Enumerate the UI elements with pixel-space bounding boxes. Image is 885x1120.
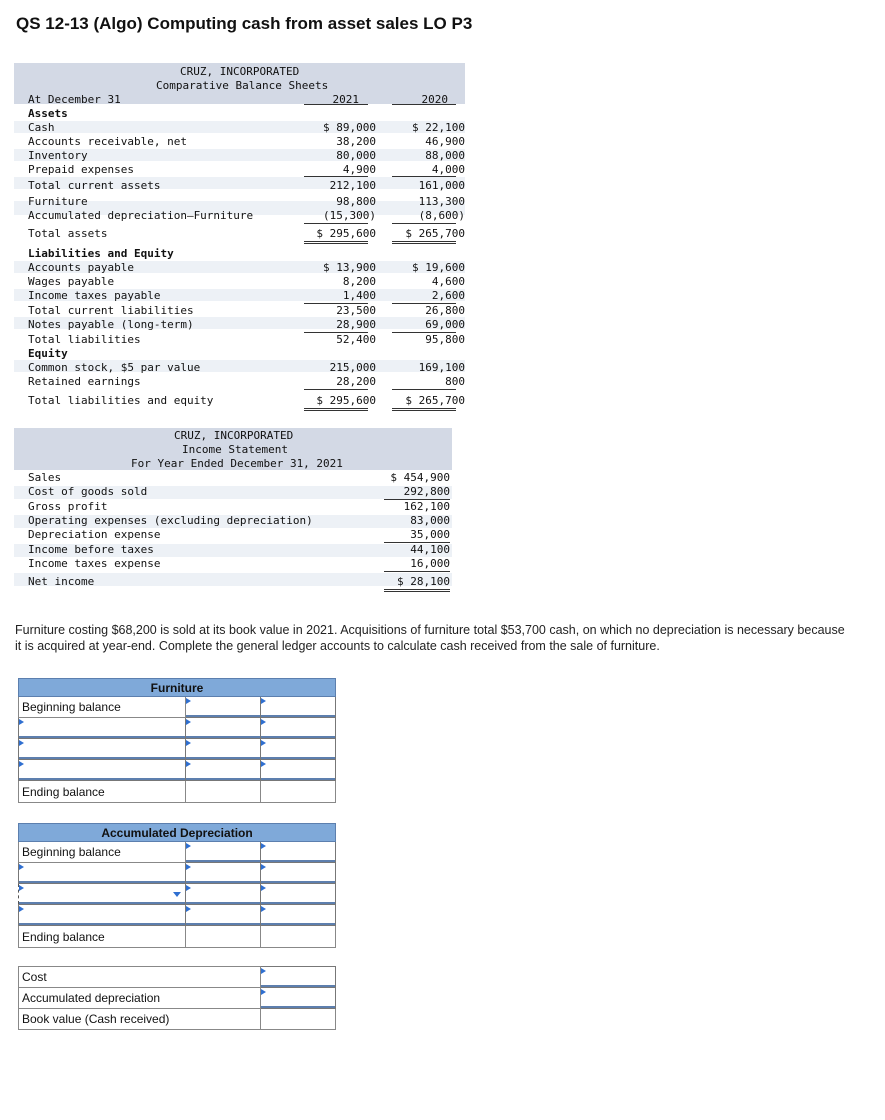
table-row: Total assets $ 295,600 $ 265,700 — [28, 227, 465, 240]
table-row: Accounts receivable, net 38,200 46,900 — [28, 135, 465, 148]
bs-company: CRUZ, INCORPORATED — [180, 65, 300, 78]
furniture-ending-label: Ending balance — [19, 781, 186, 803]
accdep-row2-credit-input[interactable] — [261, 863, 336, 884]
accdep-ending-label: Ending balance — [19, 926, 186, 948]
cost-input[interactable] — [261, 967, 336, 988]
furniture-row3-debit-input[interactable] — [185, 739, 261, 760]
accdep-row2-label-input[interactable] — [19, 863, 186, 884]
accdep-row3-label-dropdown[interactable] — [19, 884, 186, 905]
furniture-account-table — [18, 678, 336, 803]
table-row: Total current liabilities 23,500 26,800 — [28, 304, 465, 317]
bs-year-2020: 2020 — [421, 93, 448, 106]
furniture-row4-credit-input[interactable] — [261, 760, 336, 781]
accdep-beginning-label: Beginning balance — [19, 842, 186, 863]
table-row: Retained earnings 28,200 800 — [28, 375, 465, 388]
furniture-beginning-label: Beginning balance — [19, 697, 186, 718]
table-row: Total liabilities 52,400 95,800 — [28, 333, 465, 346]
accdep-beginning-debit-input[interactable] — [185, 842, 261, 863]
equity-heading: Equity — [28, 347, 68, 360]
table-row: Gross profit 162,100 — [28, 500, 450, 513]
accdep-row4-label-input[interactable] — [19, 905, 186, 926]
problem-text: Furniture costing $68,200 is sold at its book value in 2021. Acquisitions of furniture total $53,700 cash, on which no depreciation is necessary because it is acquired at year-end. Complete the general ledger accounts to calculate cash received from the sale of furniture. — [15, 622, 845, 653]
furniture-row4-debit-input[interactable] — [185, 760, 261, 781]
cost-label: Cost — [19, 967, 261, 988]
table-row: Net income $ 28,100 — [28, 575, 450, 588]
bs-date-label: At December 31 — [28, 93, 121, 106]
furniture-heading: Furniture — [19, 679, 336, 697]
furniture-beginning-debit-input[interactable] — [185, 697, 261, 718]
is-statement: Income Statement — [182, 443, 288, 456]
table-row: Accumulated depreciation—Furniture (15,300) (8,600) — [28, 209, 465, 222]
table-row: Cash $ 89,000 $ 22,100 — [28, 121, 465, 134]
table-row: Total liabilities and equity $ 295,600 $ 265,700 — [28, 394, 465, 407]
book-value-table — [18, 966, 336, 1030]
table-row: Income taxes payable 1,400 2,600 — [28, 289, 465, 302]
book-value-output — [261, 1009, 336, 1030]
bs-statement: Comparative Balance Sheets — [156, 79, 329, 92]
is-company: CRUZ, INCORPORATED — [174, 429, 294, 442]
furniture-beginning-credit-input[interactable] — [261, 697, 336, 718]
accumulated-depreciation-label: Accumulated depreciation — [19, 988, 261, 1009]
furniture-row2-debit-input[interactable] — [185, 718, 261, 739]
accdep-ending-credit — [261, 926, 336, 948]
table-row: Inventory 80,000 88,000 — [28, 149, 465, 162]
table-row: Notes payable (long-term) 28,900 69,000 — [28, 318, 465, 331]
accdep-row4-debit-input[interactable] — [185, 905, 261, 926]
table-row: Prepaid expenses 4,900 4,000 — [28, 163, 465, 176]
table-row: Sales $ 454,900 — [28, 471, 450, 484]
liabilities-heading: Liabilities and Equity — [28, 247, 174, 260]
furniture-row2-label-input[interactable] — [19, 718, 186, 739]
table-row: Total current assets 212,100 161,000 — [28, 179, 465, 192]
accumulated-depreciation-table — [18, 823, 336, 948]
furniture-row3-credit-input[interactable] — [261, 739, 336, 760]
furniture-row2-credit-input[interactable] — [261, 718, 336, 739]
table-row: Operating expenses (excluding depreciation) 83,000 — [28, 514, 450, 527]
table-row: Wages payable 8,200 4,600 — [28, 275, 465, 288]
accdep-beginning-credit-input[interactable] — [261, 842, 336, 863]
furniture-row3-label-input[interactable] — [19, 739, 186, 760]
accdep-row4-credit-input[interactable] — [261, 905, 336, 926]
accdep-row3-credit-input[interactable] — [261, 884, 336, 905]
is-period: For Year Ended December 31, 2021 — [131, 457, 343, 470]
furniture-ending-credit — [261, 781, 336, 803]
book-value-label: Book value (Cash received) — [19, 1009, 261, 1030]
table-row: Income before taxes 44,100 — [28, 543, 450, 556]
accumulated-depreciation-input[interactable] — [261, 988, 336, 1009]
table-row: Common stock, $5 par value 215,000 169,100 — [28, 361, 465, 374]
bs-year-2021: 2021 — [332, 93, 359, 106]
table-row: Furniture 98,800 113,300 — [28, 195, 465, 208]
accdep-heading: Accumulated Depreciation — [19, 824, 336, 842]
assets-heading: Assets — [28, 107, 68, 120]
page-title: QS 12-13 (Algo) Computing cash from asset sales LO P3 — [16, 14, 473, 33]
table-row: Accounts payable $ 13,900 $ 19,600 — [28, 261, 465, 274]
furniture-ending-debit — [185, 781, 261, 803]
accdep-row2-debit-input[interactable] — [185, 863, 261, 884]
table-row: Income taxes expense 16,000 — [28, 557, 450, 570]
accdep-ending-debit — [185, 926, 261, 948]
furniture-row4-label-input[interactable] — [19, 760, 186, 781]
accdep-row3-debit-input[interactable] — [185, 884, 261, 905]
table-row: Depreciation expense 35,000 — [28, 528, 450, 541]
table-row: Cost of goods sold 292,800 — [28, 485, 450, 498]
